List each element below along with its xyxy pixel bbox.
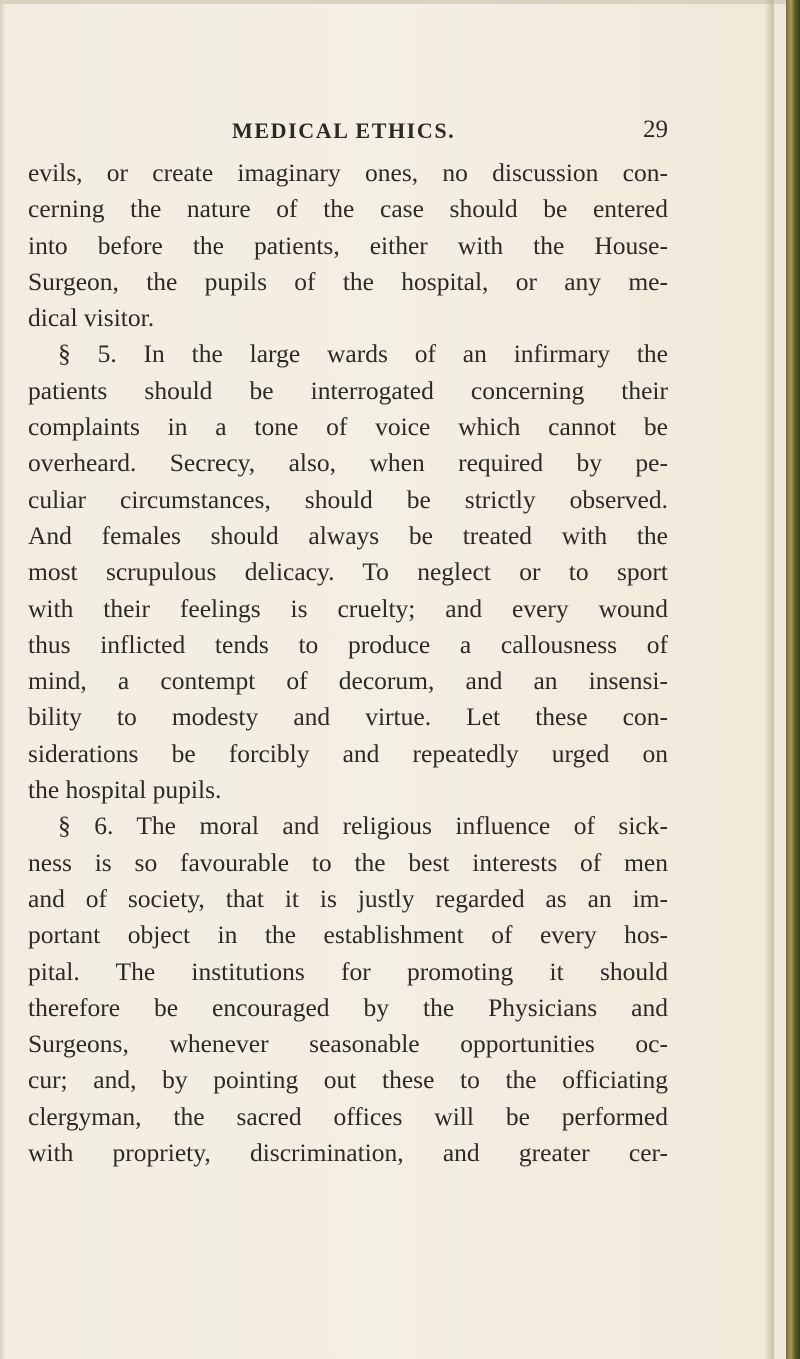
text-line: cur; and, by pointing out these to the officiating [28,1065,668,1095]
text-line: most scrupulous delicacy. To neglect or to sport [28,557,668,587]
page-left-edge [0,0,6,1359]
text-line: mind, a contempt of decorum, and an insensi- [28,666,668,696]
text-line: pital. The institutions for promoting it should [28,956,668,986]
page-number: 29 [643,116,668,143]
text-line: siderations be forcibly and repeatedly urged on [28,738,668,768]
text-line: therefore be encouraged by the Physicians and [28,992,668,1022]
text-line: portant object in the establishment of every hos- [28,920,668,950]
body-text [28,155,668,1255]
page-top-edge [0,0,788,4]
text-line: into before the patients, either with the House- [28,230,668,260]
text-line: cerning the nature of the case should be entered [28,194,668,224]
text-line: culiar circumstances, should be strictly observed. [28,484,668,514]
text-line: patients should be interrogated concerning their [28,375,668,405]
text-line: And females should always be treated with the [28,520,668,550]
text-line: Surgeon, the pupils of the hospital, or any me- [28,266,668,296]
text-line: and of society, that it is justly regarded as an im- [28,883,668,913]
running-head: MEDICAL ETHICS. [232,118,456,143]
gutter-shadow [764,0,774,1359]
text-line: clergyman, the sacred offices will be performed [28,1101,668,1131]
text-line: with propriety, discrimination, and greater cer- [28,1138,668,1168]
text-line: ness is so favourable to the best interests of men [28,847,668,877]
text-line: evils, or create imaginary ones, no discussion con- [28,158,668,187]
text-line: § 5. In the large wards of an infirmary the [58,339,668,369]
text-line: complaints in a tone of voice which cannot be [28,412,668,442]
text-line: Surgeons, whenever seasonable opportunities oc- [28,1029,668,1059]
page-header [0,116,788,146]
text-line: overheard. Secrecy, also, when required by pe- [28,448,668,478]
text-line: the hospital pupils. [28,775,222,805]
text-line: bility to modesty and virtue. Let these con- [28,702,668,732]
text-line: with their feelings is cruelty; and every wound [28,593,668,623]
text-line: thus inflicted tends to produce a callousness of [28,629,668,659]
book-spine-edge [786,0,800,1359]
text-line: dical visitor. [28,303,155,333]
text-line: § 6. The moral and religious influence of sick- [58,811,668,841]
